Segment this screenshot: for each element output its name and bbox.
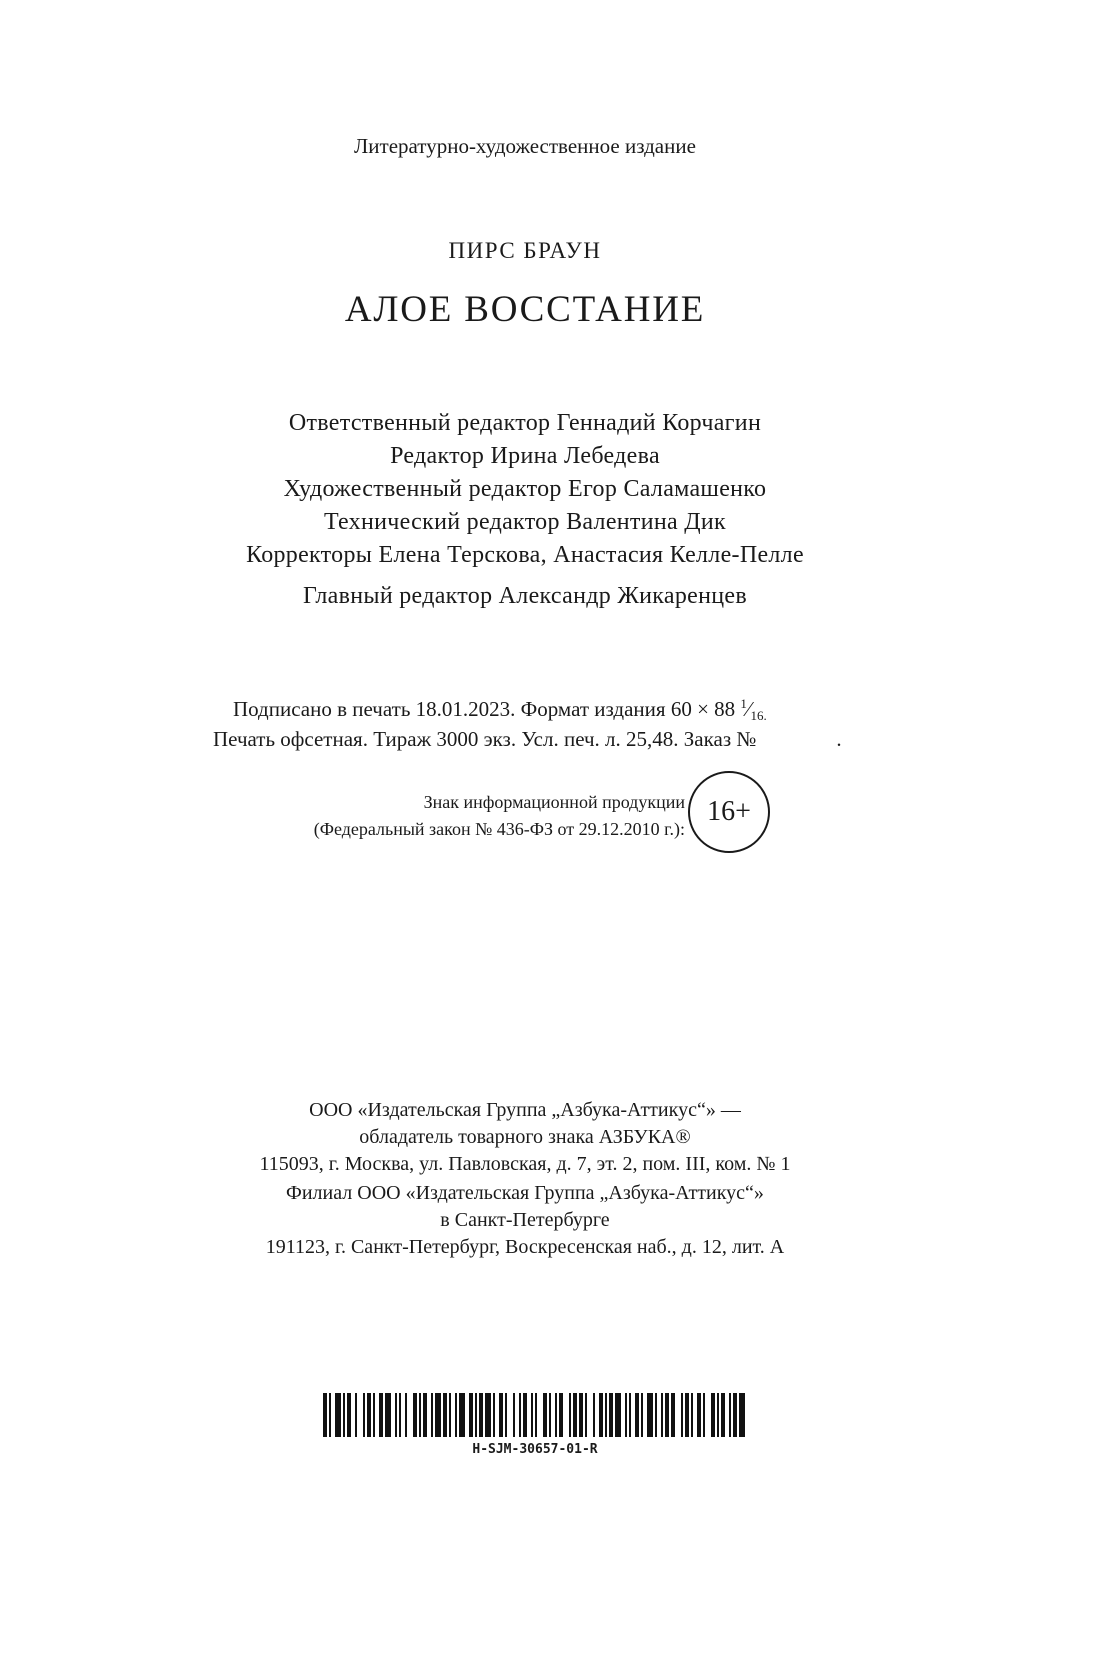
author-name: ПИРС БРАУН (448, 238, 602, 263)
barcode-bar (549, 1393, 551, 1437)
barcode-bar (423, 1393, 427, 1437)
branch-info (0, 1180, 1050, 1261)
barcode-bar (513, 1393, 515, 1437)
barcode-bar (573, 1393, 577, 1437)
publisher-line: ООО «Издательская Группа „Азбука-Аттикус“» — (309, 1099, 741, 1121)
barcode-bar (395, 1393, 397, 1437)
barcode-bar (335, 1393, 341, 1437)
barcode-bar (585, 1393, 587, 1437)
barcode-bar (635, 1393, 639, 1437)
barcode-bar (681, 1393, 683, 1437)
barcode-bar (691, 1393, 693, 1437)
format-slash: ⁄ (746, 697, 751, 721)
barcode-bar (661, 1393, 663, 1437)
format-period: . (763, 708, 767, 723)
barcode-bar (605, 1393, 607, 1437)
barcode-bar (559, 1393, 563, 1437)
age-rating-badge: 16+ (688, 771, 770, 853)
publisher-line: обладатель товарного знака АЗБУКА® (359, 1126, 691, 1148)
credit-line: Технический редактор Валентина Дик (323, 509, 727, 535)
publisher-info (0, 1097, 1050, 1178)
edition-type: Литературно-художественное издание (354, 134, 696, 158)
barcode-bar (641, 1393, 643, 1437)
barcode-bar (323, 1393, 327, 1437)
credit-line: Корректоры Елена Терскова, Анастасия Келле-Пелле (246, 542, 804, 568)
barcode-bar (479, 1393, 483, 1437)
credit-line: Ответственный редактор Геннадий Корчагин (288, 410, 762, 436)
barcode-bar (599, 1393, 603, 1437)
barcode-icon (323, 1393, 745, 1437)
barcode-bar (469, 1393, 473, 1437)
editorial-credits (0, 407, 1050, 572)
barcode-bar (475, 1393, 477, 1437)
barcode-bar (555, 1393, 557, 1437)
age-sign-label-line: (Федеральный закон № 436-ФЗ от 29.12.2010 г.): (313, 819, 685, 839)
barcode-bar (671, 1393, 675, 1437)
barcode-bar (505, 1393, 507, 1437)
barcode-bar (535, 1393, 537, 1437)
barcode-bar (363, 1393, 365, 1437)
barcode-code: H-SJM-30657-01-R (472, 1442, 598, 1457)
barcode-bar (343, 1393, 345, 1437)
barcode-bar (413, 1393, 417, 1437)
print-info-text: Подписано в печать 18.01.2023. Формат издания 60 × 88 (233, 697, 741, 721)
branch-line: 191123, г. Санкт-Петербург, Воскресенская наб., д. 12, лит. А (265, 1236, 785, 1258)
barcode-bar (711, 1393, 715, 1437)
barcode-bar (329, 1393, 331, 1437)
barcode-bar (523, 1393, 527, 1437)
barcode-bar (593, 1393, 595, 1437)
age-sign-label-line: Знак информационной продукции (423, 792, 685, 812)
barcode-bar (579, 1393, 583, 1437)
publisher-line: 115093, г. Москва, ул. Павловская, д. 7, эт. 2, пом. III, ком. № 1 (259, 1153, 791, 1175)
barcode-bar (399, 1393, 401, 1437)
credit-line: Редактор Ирина Лебедева (390, 443, 660, 469)
barcode-bar (655, 1393, 657, 1437)
barcode-bar (385, 1393, 391, 1437)
barcode-bar (697, 1393, 701, 1437)
book-title: АЛОЕ ВОССТАНИЕ (344, 289, 706, 330)
barcode-bar (531, 1393, 533, 1437)
barcode-bar (485, 1393, 491, 1437)
barcode-bar (543, 1393, 547, 1437)
chief-editor: Главный редактор Александр Жикаренцев (303, 583, 747, 609)
barcode-bar (355, 1393, 357, 1437)
barcode-bar (499, 1393, 503, 1437)
barcode-bar (449, 1393, 451, 1437)
credit-line: Художественный редактор Егор Саламашенко (283, 476, 767, 502)
branch-line: Филиал ООО «Издательская Группа „Азбука-Аттикус“» (286, 1182, 764, 1204)
barcode-bar (493, 1393, 495, 1437)
print-info-text: Печать офсетная. Тираж 3000 экз. Усл. печ. л. 25,48. Заказ № (213, 727, 757, 751)
barcode-bar (347, 1393, 351, 1437)
barcode-bar (717, 1393, 719, 1437)
barcode-bar (685, 1393, 689, 1437)
age-sign-label (200, 789, 685, 843)
barcode-bar (431, 1393, 433, 1437)
format-numerator: 1 (740, 696, 747, 711)
barcode-bar (419, 1393, 421, 1437)
barcode-bar (519, 1393, 521, 1437)
barcode-bar (647, 1393, 653, 1437)
print-info-end: . (836, 727, 842, 751)
barcode-bar (733, 1393, 737, 1437)
barcode-bar (665, 1393, 669, 1437)
barcode-bar (625, 1393, 627, 1437)
barcode-bar (609, 1393, 613, 1437)
barcode-bar (703, 1393, 705, 1437)
barcode-bar (455, 1393, 457, 1437)
barcode-bar (443, 1393, 447, 1437)
barcode-bar (729, 1393, 731, 1437)
format-denominator: 16 (750, 708, 764, 723)
barcode-bar (405, 1393, 407, 1437)
print-info-line-1 (233, 696, 1100, 724)
barcode-bar (615, 1393, 621, 1437)
barcode-bar (367, 1393, 371, 1437)
barcode-bar (721, 1393, 725, 1437)
branch-line: в Санкт-Петербурге (440, 1209, 610, 1231)
barcode-bar (569, 1393, 571, 1437)
barcode-bar (379, 1393, 383, 1437)
barcode-bar (459, 1393, 465, 1437)
barcode-bar (739, 1393, 745, 1437)
barcode-bar (373, 1393, 375, 1437)
barcode-bar (629, 1393, 631, 1437)
barcode-bar (435, 1393, 441, 1437)
print-info-line-2 (213, 727, 1100, 752)
